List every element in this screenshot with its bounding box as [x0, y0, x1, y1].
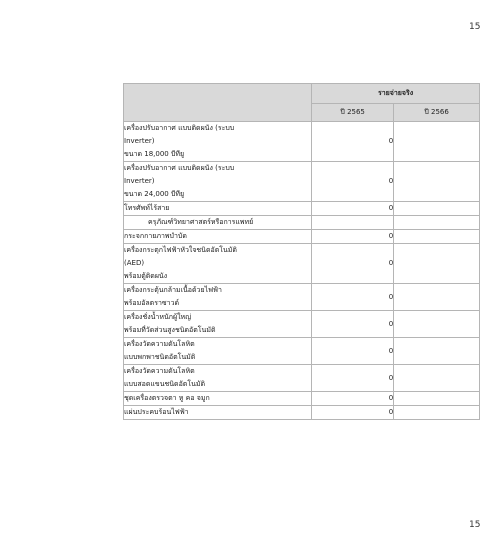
table-row	[124, 311, 480, 338]
description-line: พร้อมตู้ติดผนัง	[124, 272, 168, 280]
value-2566-cell	[394, 244, 480, 284]
header-blank-cell	[124, 84, 312, 122]
table-row	[124, 338, 480, 365]
year-2566-header: ปี 2566	[394, 104, 480, 122]
description-line: พร้อมอัลตราซาวด์	[124, 299, 180, 307]
description-line: Inverter)	[124, 137, 155, 145]
value-2566-cell	[394, 406, 480, 420]
item-description-cell	[124, 392, 312, 406]
table-row	[124, 162, 480, 202]
value-2565-cell: 0	[312, 162, 394, 202]
table-row	[124, 392, 480, 406]
table-row	[124, 244, 480, 284]
table-row	[124, 284, 480, 311]
value-2565-cell: 0	[312, 406, 394, 420]
item-description-cell	[124, 311, 312, 338]
table-row	[124, 202, 480, 216]
value-2566-cell	[394, 162, 480, 202]
item-description-cell	[124, 202, 312, 216]
description-line: ครุภัณฑ์วิทยาศาสตร์หรือการแพทย์	[148, 218, 254, 226]
value-2565-cell: 0	[312, 284, 394, 311]
description-line: แผ่นประคบร้อนไฟฟ้า	[124, 408, 189, 416]
value-2566-cell	[394, 311, 480, 338]
description-line: ขนาด 24,000 บีทียู	[124, 190, 185, 198]
page-number-bottom: 15	[469, 520, 480, 530]
value-2566-cell	[394, 122, 480, 162]
page-number-top: 15	[469, 22, 480, 32]
value-2565-cell	[312, 216, 394, 230]
item-description-cell	[124, 338, 312, 365]
description-line: พร้อมที่วัดส่วนสูงชนิดอัตโนมัติ	[124, 326, 216, 334]
description-line: ชุดเครื่องตรวจตา หู คอ จมูก	[124, 394, 210, 402]
item-description-cell	[124, 284, 312, 311]
item-description-cell	[124, 162, 312, 202]
description-line: Inverter)	[124, 177, 155, 185]
table-row	[124, 122, 480, 162]
value-2565-cell: 0	[312, 202, 394, 216]
table-row	[124, 365, 480, 392]
description-line: โทรศัพท์ไร้สาย	[124, 204, 170, 212]
table-row	[124, 230, 480, 244]
value-2566-cell	[394, 338, 480, 365]
value-2565-cell: 0	[312, 244, 394, 284]
description-line: เครื่องปรับอากาศ แบบติดผนัง (ระบบ	[124, 164, 235, 172]
description-line: เครื่องกระตุ้นกล้ามเนื้อด้วยไฟฟ้า	[124, 286, 222, 294]
description-line: เครื่องกระตุกไฟฟ้าหัวใจชนิดอัตโนมัติ	[124, 246, 237, 254]
description-line: เครื่องปรับอากาศ แบบติดผนัง (ระบบ	[124, 124, 235, 132]
category-label-cell	[124, 216, 312, 230]
table-row	[124, 216, 480, 230]
table-row	[124, 406, 480, 420]
description-line: เครื่องวัดความดันโลหิต	[124, 367, 195, 375]
item-description-cell	[124, 365, 312, 392]
value-2566-cell	[394, 284, 480, 311]
actual-expense-header: รายจ่ายจริง	[312, 84, 480, 104]
description-line: เครื่องชั่งน้ำหนักผู้ใหญ่	[124, 313, 192, 321]
budget-table	[123, 83, 480, 420]
description-line: เครื่องวัดความดันโลหิต	[124, 340, 195, 348]
item-description-cell	[124, 122, 312, 162]
value-2566-cell	[394, 230, 480, 244]
description-line: แบบสอดแขนชนิดอัตโนมัติ	[124, 380, 206, 388]
table-body	[124, 122, 480, 420]
value-2566-cell	[394, 216, 480, 230]
value-2566-cell	[394, 202, 480, 216]
description-line: (AED)	[124, 259, 145, 267]
table-header-row	[124, 84, 480, 104]
year-2565-header: ปี 2565	[312, 104, 394, 122]
item-description-cell	[124, 406, 312, 420]
value-2566-cell	[394, 365, 480, 392]
description-line: ขนาด 18,000 บีทียู	[124, 150, 185, 158]
description-line: กระจกกายภาพบำบัด	[124, 232, 187, 240]
item-description-cell	[124, 244, 312, 284]
value-2565-cell: 0	[312, 311, 394, 338]
value-2566-cell	[394, 392, 480, 406]
description-line: แบบพกพาชนิดอัตโนมัติ	[124, 353, 196, 361]
value-2565-cell: 0	[312, 392, 394, 406]
item-description-cell	[124, 230, 312, 244]
value-2565-cell: 0	[312, 230, 394, 244]
value-2565-cell: 0	[312, 122, 394, 162]
value-2565-cell: 0	[312, 338, 394, 365]
value-2565-cell: 0	[312, 365, 394, 392]
